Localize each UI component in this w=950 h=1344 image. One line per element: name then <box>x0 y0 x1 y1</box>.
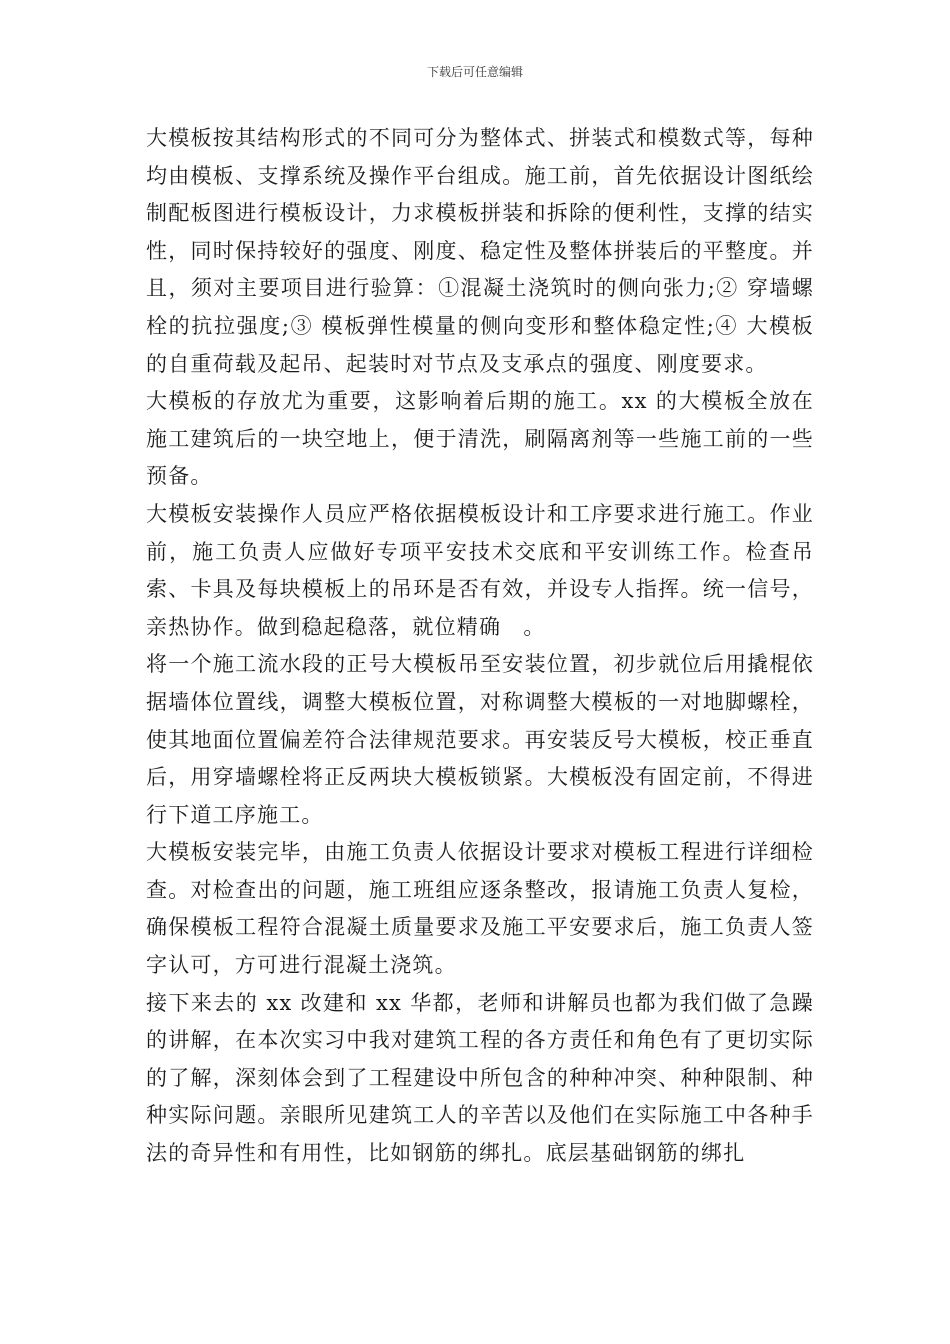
paragraph-formwork-storage: 大模板的存放尤为重要，这影响着后期的施工。xx 的大模板全放在施工建筑后的一块空地上，便于清洗，刷隔离剂等一些施工前的一些预备。 <box>146 389 814 489</box>
page-header: 下载后可任意编辑 <box>426 65 523 79</box>
paragraph-installation-personnel: 大模板安装操作人员应严格依据模板设计和工序要求进行施工。作业前，施工负责人应做好专项平安技术交底和平安训练工作。检查吊索、卡具及每块模板上的吊环是否有效，并设专人指挥。统一信号，亲热协作。做到稳起稳落，就位精确 。 <box>146 501 814 639</box>
document-body <box>146 120 814 1173</box>
paragraph-installation-steps: 将一个施工流水段的正号大模板吊至安装位置，初步就位后用撬棍依据墙体位置线，调整大模板位置，对称调整大模板的一对地脚螺栓，使其地面位置偏差符合法律规范要求。再安装反号大模板，校正垂直后，用穿墙螺栓将正反两块大模板锁紧。大模板没有固定前，不得进行下道工序施工。 <box>146 652 814 827</box>
paragraph-site-visit: 接下来去的 xx 改建和 xx 华都，老师和讲解员也都为我们做了急躁的讲解，在本次实习中我对建筑工程的各方责任和角色有了更切实际的了解，深刻体会到了工程建设中所包含的种种冲突、种种限制、种种实际问题。亲眼所见建筑工人的辛苦以及他们在实际施工中各种手法的奇异性和有用性，比如钢筋的绑扎。底层基础钢筋的绑扎 <box>146 990 814 1166</box>
paragraph-formwork-structure: 大模板按其结构形式的不同可分为整体式、拼装式和模数式等，每种均由模板、支撑系统及操作平台组成。施工前，首先依据设计图纸绘制配板图进行模板设计，力求模板拼装和拆除的便利性，支撑的结实性，同时保持较好的强度、刚度、稳定性及整体拼装后的平整度。并且，须对主要项目进行验算：①混凝土浇筑时的侧向张力;② 穿墙螺栓的抗拉强度;③ 模板弹性模量的侧向变形和整体稳定性;④ 大模板的自重荷载及起吊、起装时对节点及支承点的强度、刚度要求。 <box>146 126 814 376</box>
paragraph-inspection: 大模板安装完毕，由施工负责人依据设计要求对模板工程进行详细检查。对检查出的问题，施工班组应逐条整改，报请施工负责人复检，确保模板工程符合混凝土质量要求及施工平安要求后，施工负责人签字认可，方可进行混凝土浇筑。 <box>146 840 814 978</box>
